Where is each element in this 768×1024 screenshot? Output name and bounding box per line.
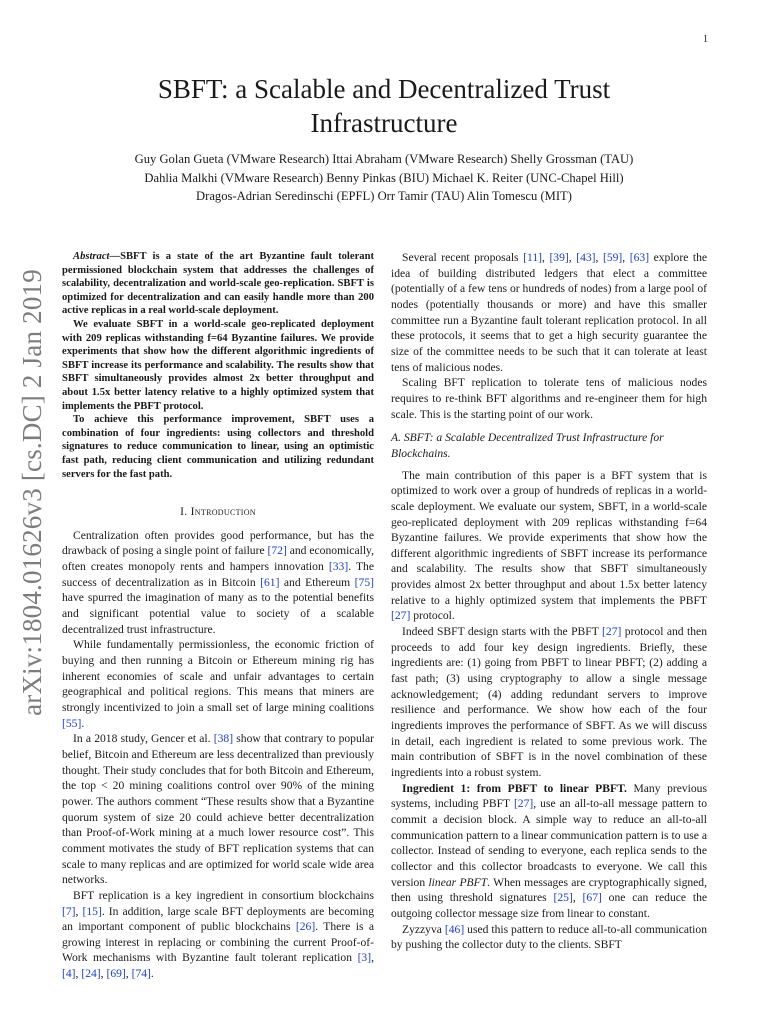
citation-link[interactable]: [24] <box>81 967 101 981</box>
subsection-heading: A. SBFT: a Scalable Decentralized Trust Infrastructure for Blockchains. <box>391 431 664 460</box>
citation-link[interactable]: [27] <box>391 609 411 623</box>
section-heading-introduction: I. Introduction <box>180 505 256 519</box>
italic-term: linear PBFT <box>428 875 488 889</box>
abstract-paragraph: We evaluate SBFT in a world-scale geo-replicated deployment with 209 replicas withstanding f=64 Byzantine failures. We provide experiments that show how the different algorithmic ingredients of SBFT increase its performance and scalability. The results show that SBFT simultaneously provides almost 2x better throughput and about 1.5x better latency relative to a highly optimized system that implements the PBFT protocol. <box>62 318 374 412</box>
intro-paragraph: While fundamentally permissionless, the economic friction of buying and then running a Bitcoin or Ethereum mining rig has inherent economies of scale and unfair advantages to certain geographical and political regions. This means that miners are strongly incentivized to join a small set of large mining coalitions [55]. <box>62 638 374 730</box>
author-line: Dahlia Malkhi (VMware Research) Benny Pinkas (BIU) Michael K. Reiter (UNC-Chapel Hill) <box>144 170 624 185</box>
abstract-text: —SBFT is a state of the art Byzantine fault tolerant permissioned blockchain system that addresses the challenges of scalability, decentralization and world-scale geo-replication. SBFT is optimized for decentralization and can easily handle more than 200 active replicas in a real world-scale deployment. <box>62 251 374 317</box>
body-paragraph: Indeed SBFT design starts with the PBFT [27] protocol and then proceeds to add four key design ingredients. Briefly, these ingredients are: (1) going from PBFT to linear PBFT; (2) adding a fast path; (3) using cryptography to allow a single message acknowledgement; (4) adding redundant servers to improve resilience and performance. We show how each of the four ingredients improves the performance of SBFT. As we will discuss in detail, each ingredient is related to some previous work. The main contribution of SBFT is in the novel combination of these ingredients into a robust system. <box>391 625 707 779</box>
citation-link[interactable]: [25] <box>553 891 573 905</box>
abstract <box>62 250 374 481</box>
citation-link[interactable]: [61] <box>260 575 280 589</box>
abstract-paragraph: To achieve this performance improvement, SBFT uses a combination of four ingredients: using collectors and threshold signatures to reduce communication to linear, using an optimistic fast path, reducing client communication and utilizing redundant servers for the fast path. <box>62 414 374 480</box>
citation-link[interactable]: [38] <box>213 732 234 746</box>
citation-link[interactable]: [27] <box>513 797 534 811</box>
abstract-label: Abstract <box>73 251 110 262</box>
paper-header <box>82 72 686 206</box>
citation-link[interactable]: [46] <box>444 922 465 936</box>
citation-link[interactable]: [59] <box>602 251 623 264</box>
citation-link[interactable]: [11] <box>523 251 542 264</box>
page-number: 1 <box>703 34 708 45</box>
citation-link[interactable]: [33] <box>328 560 349 574</box>
citation-link[interactable]: [75] <box>354 575 374 589</box>
arxiv-stamp <box>8 268 56 716</box>
citation-link[interactable]: [15] <box>82 904 102 918</box>
intro-paragraph: Centralization often provides good performance, but has the drawback of posing a single point of failure [72] and economically, often creates monopoly rents and hampers innovation [33]. The success of decentralization as in Bitcoin [61] and Ethereum [75] have spurred the imagination of many as to the potential benefits and significant potential value to society of a scalable decentralized trust infrastructure. <box>62 528 374 636</box>
citation-link[interactable]: [69] <box>106 967 126 981</box>
citation-link[interactable]: [55] <box>62 716 82 730</box>
citation-link[interactable]: [67] <box>582 891 602 905</box>
intro-paragraph: In a 2018 study, Gencer et al. [38] show that contrary to popular belief, Bitcoin and Ethereum are less decentralized than previously thought. Their study concludes that for both Bitcoin and Ethereum, the top < 20 mining coalitions control over 90% of the mining power. The authors comment “These results show that a Byzantine quorum system of size 20 could achieve better decentralization than Proof-of-Work mining at a much lower resource cost”. This comment motivates the study of BFT replication systems that can scale to many replicas and are optimized for world scale wide area networks. <box>62 732 374 887</box>
author-line: Dragos-Adrian Seredinschi (EPFL) Orr Tamir (TAU) Alin Tomescu (MIT) <box>196 189 572 203</box>
right-column <box>391 250 707 953</box>
ingredient-lead: Ingredient 1: from PBFT to linear PBFT. <box>402 781 627 795</box>
left-column <box>62 250 374 982</box>
body-paragraph: The main contribution of this paper is a BFT system that is optimized to work over a group of hundreds of replicas in a world-scale deployment. We evaluate our system, SBFT, in a world-scale geo-replicated deployment with 209 replicas withstanding f=64 Byzantine failures. We provide experiments that show how the different algorithmic ingredients of SBFT increase its performance and scalability. The results show that SBFT simultaneously provides almost 2x better throughput and about 1.5x better latency relative to a highly optimized system that implements the PBFT [27] protocol. <box>391 468 707 623</box>
abstract-paragraph <box>62 250 374 318</box>
citation-link[interactable]: [43] <box>576 251 596 264</box>
intro-paragraph: BFT replication is a key ingredient in consortium blockchains [7], [15]. In addition, large scale BFT deployments are becoming an important component of public blockchains [26]. There is a growing interest in replacing or combining the current Proof-of-Work mechanisms with Byzantine fault tolerant replication [3], [4], [24], [69], [74]. <box>62 888 374 981</box>
citation-link[interactable]: [7] <box>62 904 76 918</box>
author-line: Guy Golan Gueta (VMware Research) Ittai Abraham (VMware Research) Shelly Grossman (TAU) <box>134 152 634 166</box>
body-paragraph: Zyzzyva [46] used this pattern to reduce all-to-all communication by pushing the collector duty to the clients. SBFT <box>391 922 707 952</box>
citation-link[interactable]: [74] <box>131 967 151 981</box>
citation-link[interactable]: [63] <box>629 251 650 264</box>
paper-title: SBFT: a Scalable and Decentralized Trust Infrastructure <box>157 74 611 138</box>
citation-link[interactable]: [72] <box>267 544 287 558</box>
body-paragraph: Several recent proposals [11], [39], [43], [59], [63] explore the idea of building distributed ledgers that elect a committee (potentially of a few tens or hundreds of nodes) from a large pool of nodes (potentially thousands or more) and have this smaller committee run a Byzantine fault tolerant replication protocol. In all these protocols, it seems that to get a high security guarantee the size of the committee needs to be such that it can tolerate at least tens of malicious nodes. <box>391 251 708 374</box>
citation-link[interactable]: [26] <box>295 920 316 934</box>
citation-link[interactable]: [4] <box>62 967 76 981</box>
citation-link[interactable]: [3] <box>357 951 372 965</box>
citation-link[interactable]: [27] <box>602 625 622 639</box>
body-paragraph: Scaling BFT replication to tolerate tens of malicious nodes requires to re-think BFT algorithms and re-engineer them for high scale. This is the starting point of our work. <box>391 376 707 421</box>
body-paragraph: Ingredient 1: from PBFT to linear PBFT. Many previous systems, including PBFT [27], use an all-to-all message pattern to commit a decision block. A simple way to reduce an all-to-all communication pattern to a linear communication pattern is to use a collector. Instead of sending to everyone, each replica sends to the collector and this collector broadcasts to everyone. We call this version linear PBFT. When messages are cryptographically signed, then using threshold signatures [25], [67] one can reduce the outgoing collector message size from linear to constant. <box>391 781 708 920</box>
citation-link[interactable]: [39] <box>549 251 569 264</box>
author-list <box>82 150 686 206</box>
arxiv-stamp-text: arXiv:1804.01626v3 [cs.DC] 2 Jan 2019 <box>16 268 47 716</box>
